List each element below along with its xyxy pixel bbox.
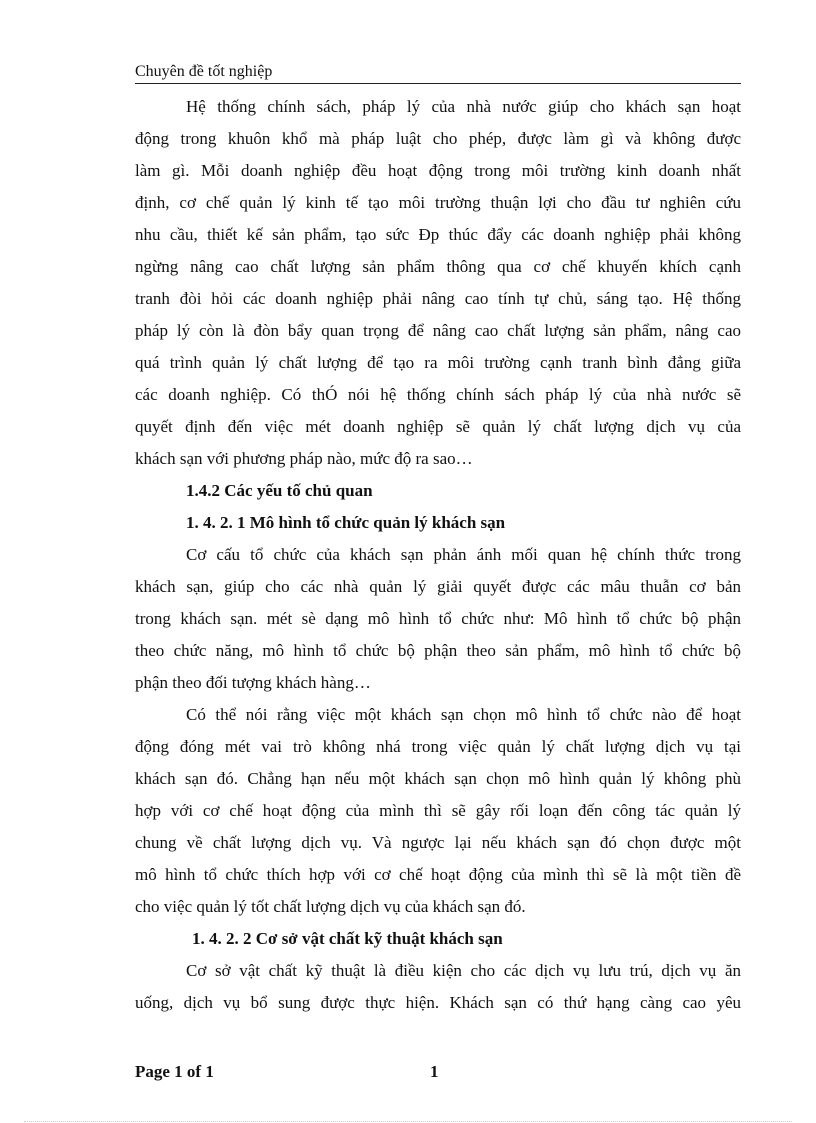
body-line: tranh đòi hỏi các doanh nghiệp phải nâng cao tính tự chủ, sáng tạo. Hệ thống xyxy=(135,289,741,308)
body-line: Có thể nói rằng việc một khách sạn chọn mô hình tổ chức nào để hoạt xyxy=(186,705,741,724)
body-line: cho việc quản lý tốt chất lượng dịch vụ của khách sạn đó. xyxy=(135,897,526,916)
document-body xyxy=(135,91,741,1019)
body-line: Cơ sở vật chất kỹ thuật là điều kiện cho các dịch vụ lưu trú, dịch vụ ăn xyxy=(186,961,741,980)
page-divider xyxy=(24,1121,792,1122)
body-line: Hệ thống chính sách, pháp lý của nhà nước giúp cho khách sạn hoạt xyxy=(186,97,741,116)
page-number: 1 xyxy=(430,1062,439,1081)
document-header: Chuyên đề tốt nghiệp xyxy=(135,62,741,84)
page-label: Page 1 of 1 xyxy=(135,1062,214,1081)
body-line: theo chức năng, mô hình tổ chức bộ phận theo sản phẩm, mô hình tổ chức bộ xyxy=(135,641,741,660)
body-line: quyết định đến việc mét doanh nghiệp sẽ quản lý chất lượng dịch vụ của xyxy=(135,417,741,436)
body-line: các doanh nghiệp. Có thÓ nói hệ thống chính sách pháp lý của nhà nước sẽ xyxy=(135,385,741,404)
body-line: mô hình tổ chức thích hợp với cơ chế hoạt động của mình thì sẽ là một tiền đề xyxy=(135,865,741,884)
subsection-heading: 1. 4. 2. 1 Mô hình tổ chức quản lý khách sạn xyxy=(186,513,506,532)
body-line: động trong khuôn khổ mà pháp luật cho phép, được làm gì và không được xyxy=(135,129,741,148)
body-line: pháp lý còn là đòn bẩy quan trọng để nâng cao chất lượng sản phẩm, nâng cao xyxy=(135,321,741,340)
subsection-heading: 1. 4. 2. 2 Cơ sở vật chất kỹ thuật khách sạn xyxy=(192,929,503,948)
body-line: uống, dịch vụ bổ sung được thực hiện. Khách sạn có thứ hạng càng cao yêu xyxy=(135,993,741,1012)
body-line: trong khách sạn. mét sè dạng mô hình tổ chức như: Mô hình tổ chức bộ phận xyxy=(135,609,741,628)
body-line: quá trình quản lý chất lượng để tạo ra môi trường cạnh tranh bình đẳng giữa xyxy=(135,353,741,372)
body-line: khách sạn, giúp cho các nhà quản lý giải quyết được các mâu thuẫn cơ bản xyxy=(135,577,741,596)
body-line: chung về chất lượng dịch vụ. Và ngược lại nếu khách sạn đó chọn được một xyxy=(135,833,741,852)
body-line: hợp với cơ chế hoạt động của mình thì sẽ gây rối loạn đến công tác quản lý xyxy=(135,801,741,820)
section-heading: 1.4.2 Các yếu tố chủ quan xyxy=(186,481,373,500)
body-line: ngừng nâng cao chất lượng sản phẩm thông qua cơ chế khuyến khích cạnh xyxy=(135,257,741,276)
body-line: Cơ cấu tổ chức của khách sạn phản ánh mối quan hệ chính thức trong xyxy=(186,545,741,564)
body-line: khách sạn đó. Chẳng hạn nếu một khách sạn chọn mô hình quản lý không phù xyxy=(135,769,741,788)
body-line: khách sạn với phương pháp nào, mức độ ra sao… xyxy=(135,449,473,468)
body-line: phận theo đối tượng khách hàng… xyxy=(135,673,371,692)
body-line: động đóng mét vai trò không nhá trong việc quản lý chất lượng dịch vụ tại xyxy=(135,737,741,756)
body-line: làm gì. Mỗi doanh nghiệp đều hoạt động trong môi trường kinh doanh nhất xyxy=(135,161,741,180)
body-line: nhu cầu, thiết kế sản phẩm, tạo sức Đp thúc đẩy các doanh nghiệp phải không xyxy=(135,225,741,244)
body-line: định, cơ chế quản lý kinh tế tạo môi trường thuận lợi cho đầu tư nghiên cứu xyxy=(135,193,741,212)
